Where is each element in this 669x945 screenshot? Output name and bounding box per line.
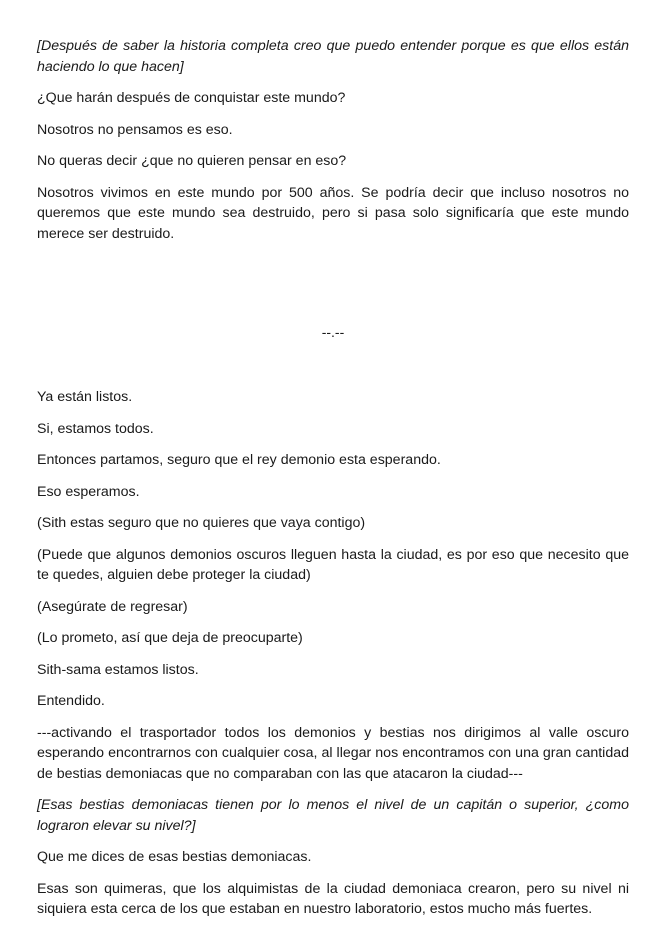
paragraph: Sith-sama estamos listos. xyxy=(37,661,199,678)
paragraph: Entendido. xyxy=(37,693,105,709)
paragraph-italic-thought: [Después de saber la historia completa creo que puedo entender porque es que ellos están haciendo lo que hacen] xyxy=(37,38,629,75)
paragraph: (Puede que algunos demonios oscuros lleguen hasta la ciudad, es por eso que necesito que te quedes, alguien debe proteger la ciudad) xyxy=(37,546,629,583)
paragraph: Que me dices de esas bestias demoniacas. xyxy=(37,849,312,865)
paragraph: Nosotros vivimos en este mundo por 500 años. Se podría decir que incluso nosotros no queremos que este mundo sea destruido, pero si pasa solo significaría que este mundo merece ser destruido. xyxy=(37,184,629,242)
scene-separator: --.-- xyxy=(321,324,345,340)
paragraph: Esas son quimeras, que los alquimistas de la ciudad demoniaca crearon, pero su nivel ni siquiera esta cerca de los que estaban en nuestro laboratorio, estos mucho más fuertes. xyxy=(37,880,629,917)
paragraph: Ya están listos. xyxy=(37,389,133,405)
paragraph: Entonces partamos, seguro que el rey demonio esta esperando. xyxy=(37,452,441,468)
paragraph: ¿Que harán después de conquistar este mundo? xyxy=(37,90,346,106)
paragraph: Nosotros no pensamos es eso. xyxy=(37,121,233,138)
paragraph-italic-thought: [Esas bestias demoniacas tienen por lo menos el nivel de un capitán o superior, ¿como lograron elevar su nivel?] xyxy=(37,797,629,834)
paragraph: No queras decir ¿que no quieren pensar en eso? xyxy=(37,153,347,169)
paragraph: (Sith estas seguro que no quieres que vaya contigo) xyxy=(37,515,366,531)
paragraph: Si, estamos todos. xyxy=(37,420,154,437)
paragraph-narration: ---activando el trasportador todos los demonios y bestias nos dirigimos al valle oscuro esperando encontrarnos con cualquier cosa, al llegar nos encontramos con una gran cantidad de bestias demoniacas que no comparaban con las que atacaron la ciudad--- xyxy=(37,724,629,782)
paragraph: (Asegúrate de regresar) xyxy=(37,598,188,615)
paragraph: Eso esperamos. xyxy=(37,483,140,500)
paragraph: (Lo prometo, así que deja de preocuparte) xyxy=(37,630,303,646)
